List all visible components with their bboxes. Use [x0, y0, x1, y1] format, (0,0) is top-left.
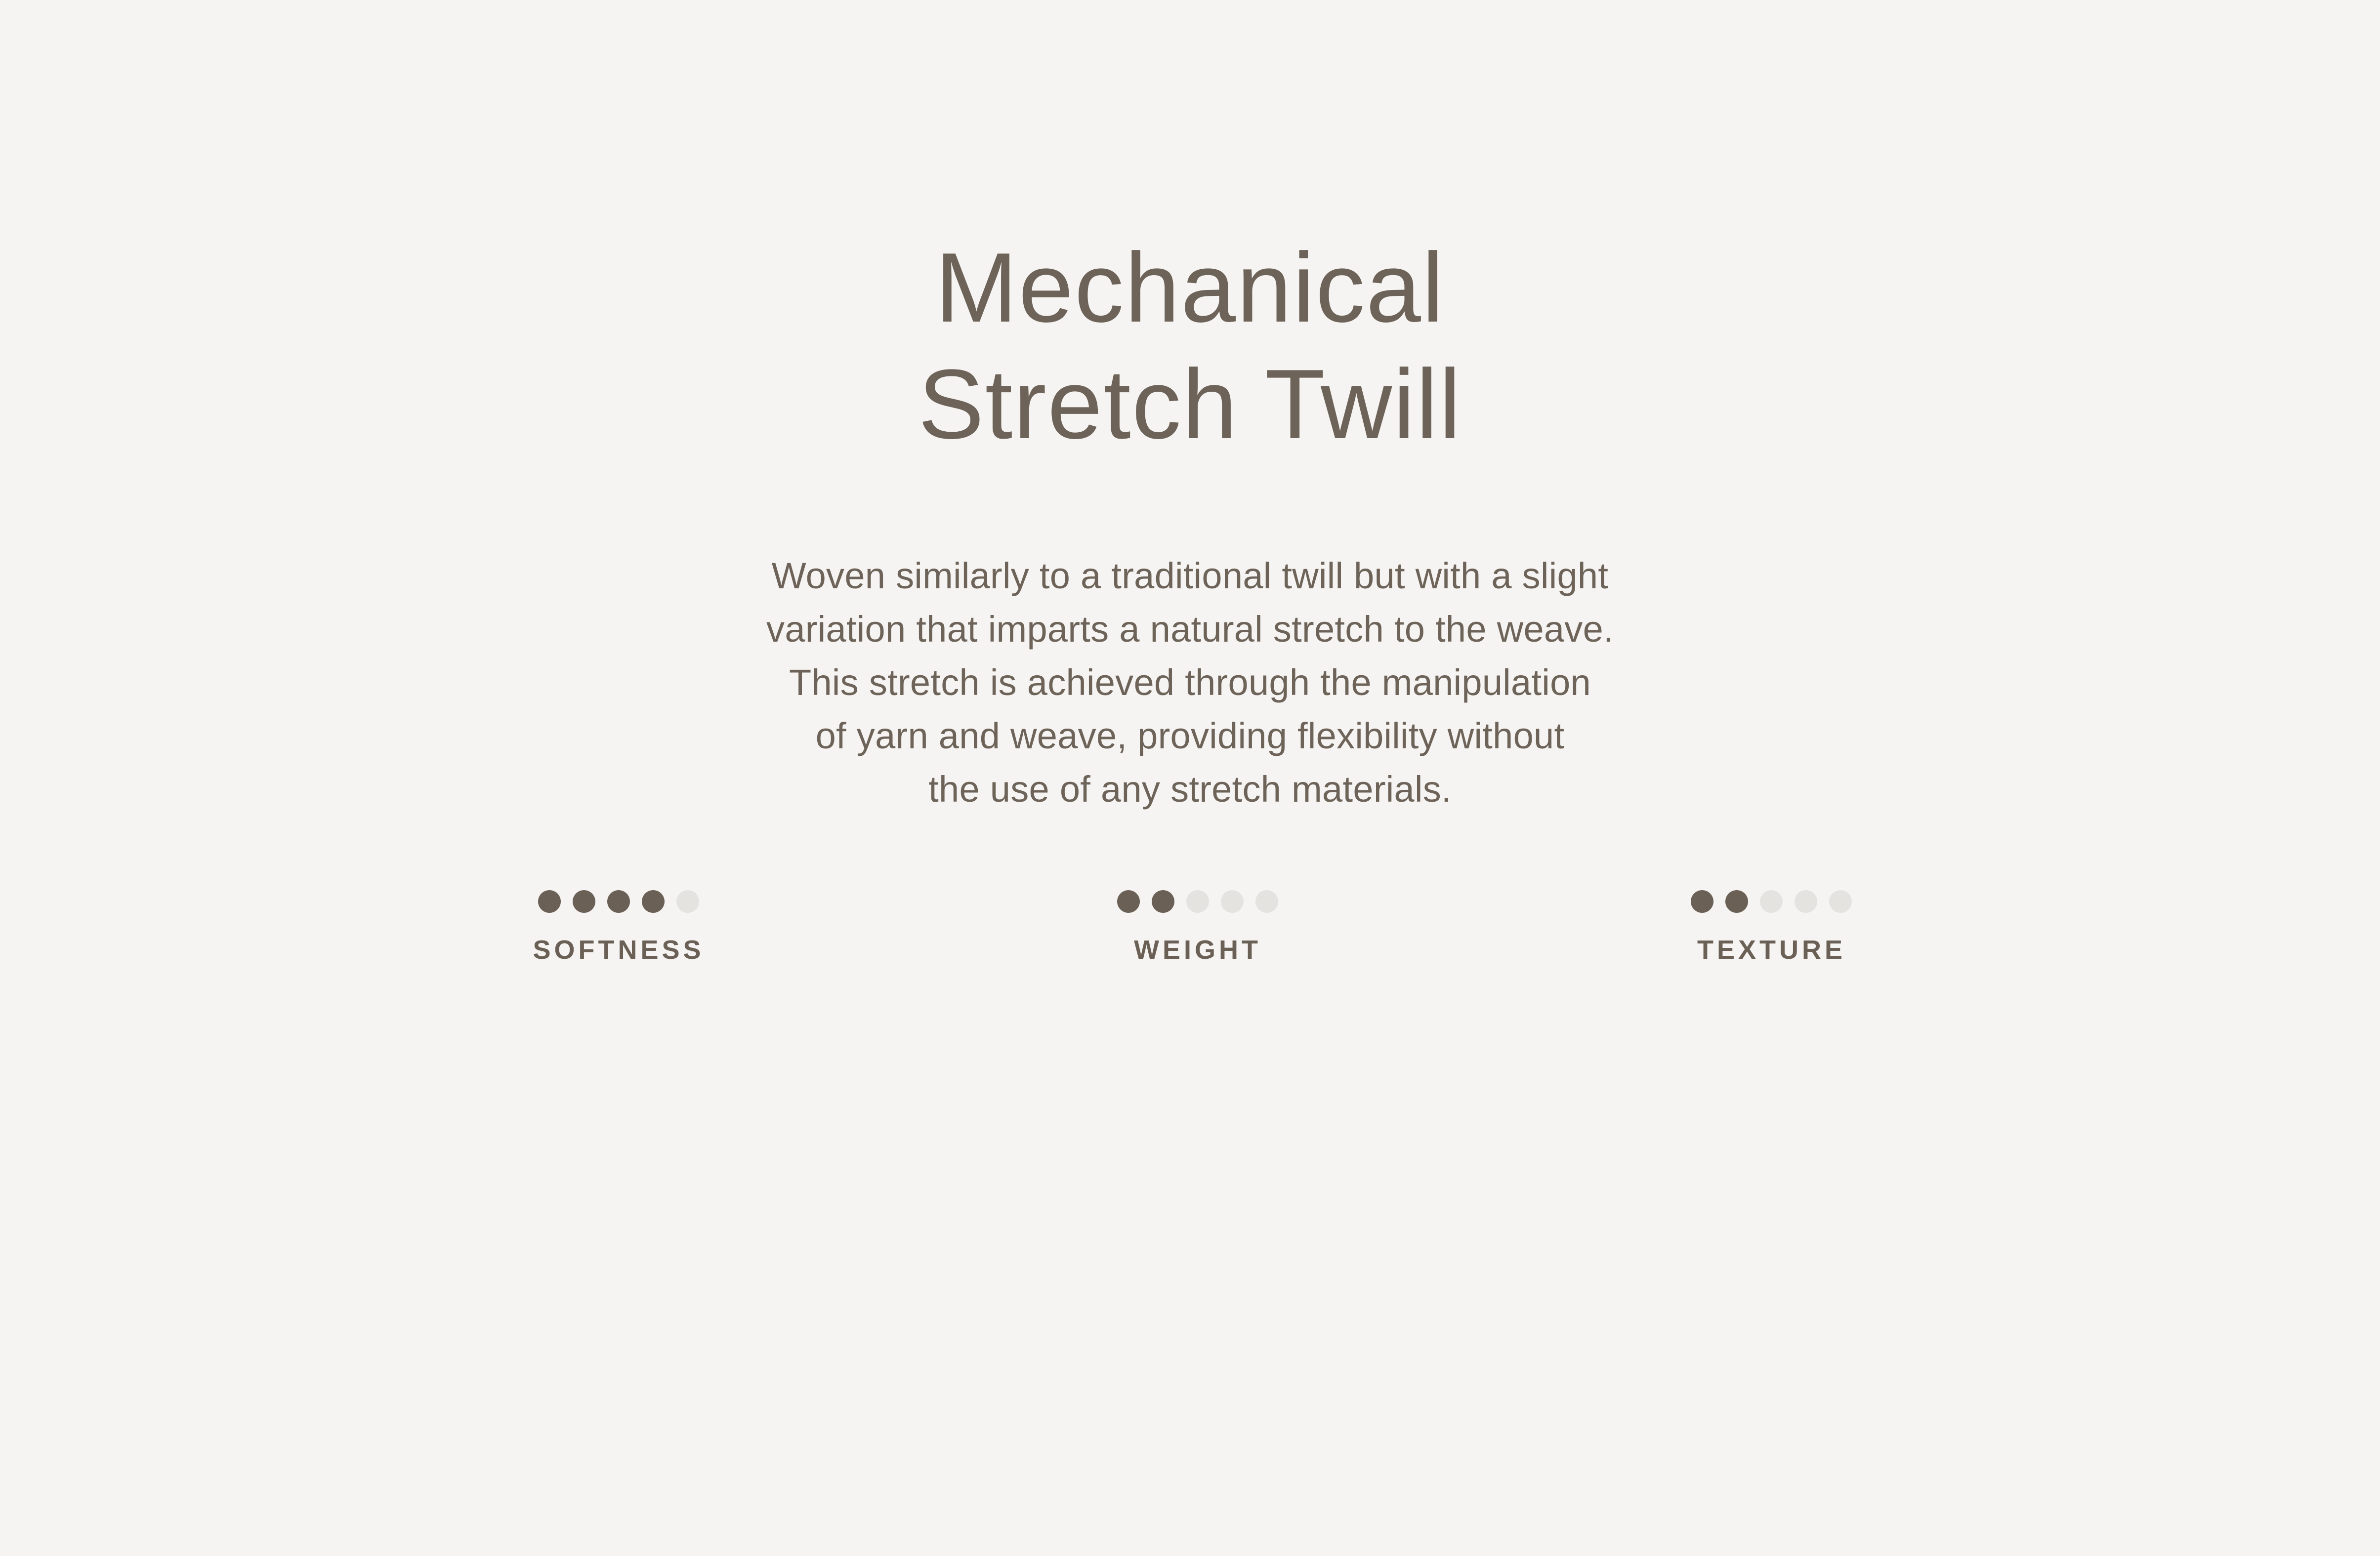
rating-texture — [1691, 890, 1852, 965]
rating-dot — [1829, 890, 1852, 913]
rating-weight-label: WEIGHT — [1134, 935, 1261, 965]
description-line-5: the use of any stretch materials. — [928, 769, 1452, 810]
title-line-1: Mechanical — [935, 233, 1445, 343]
rating-softness-dots — [538, 890, 699, 913]
description-text — [523, 549, 1857, 816]
rating-texture-dots — [1691, 890, 1852, 913]
rating-dot — [1221, 890, 1244, 913]
rating-softness-label: SOFTNESS — [533, 935, 705, 965]
description-line-1: Woven similarly to a traditional twill but with a slight — [771, 555, 1609, 596]
rating-dot — [1691, 890, 1713, 913]
rating-dot — [1725, 890, 1748, 913]
description-line-2: variation that imparts a natural stretch to the weave. — [766, 609, 1614, 650]
rating-texture-label: TEXTURE — [1697, 935, 1846, 965]
page-title — [0, 230, 2380, 463]
rating-dot — [642, 890, 665, 913]
rating-weight-dots — [1117, 890, 1278, 913]
rating-dot — [1117, 890, 1140, 913]
description-line-3: This stretch is achieved through the manipulation — [789, 662, 1591, 703]
rating-group — [499, 890, 1882, 965]
rating-softness — [533, 890, 705, 965]
rating-dot — [676, 890, 699, 913]
rating-dot — [1795, 890, 1817, 913]
rating-dot — [1152, 890, 1174, 913]
description-line-4: of yarn and weave, providing flexibility without — [815, 715, 1565, 757]
rating-weight — [1117, 890, 1278, 965]
title-line-2: Stretch Twill — [918, 349, 1462, 459]
rating-dot — [1255, 890, 1278, 913]
rating-dot — [573, 890, 595, 913]
rating-dot — [607, 890, 630, 913]
rating-dot — [1186, 890, 1209, 913]
rating-dot — [538, 890, 561, 913]
rating-dot — [1760, 890, 1783, 913]
